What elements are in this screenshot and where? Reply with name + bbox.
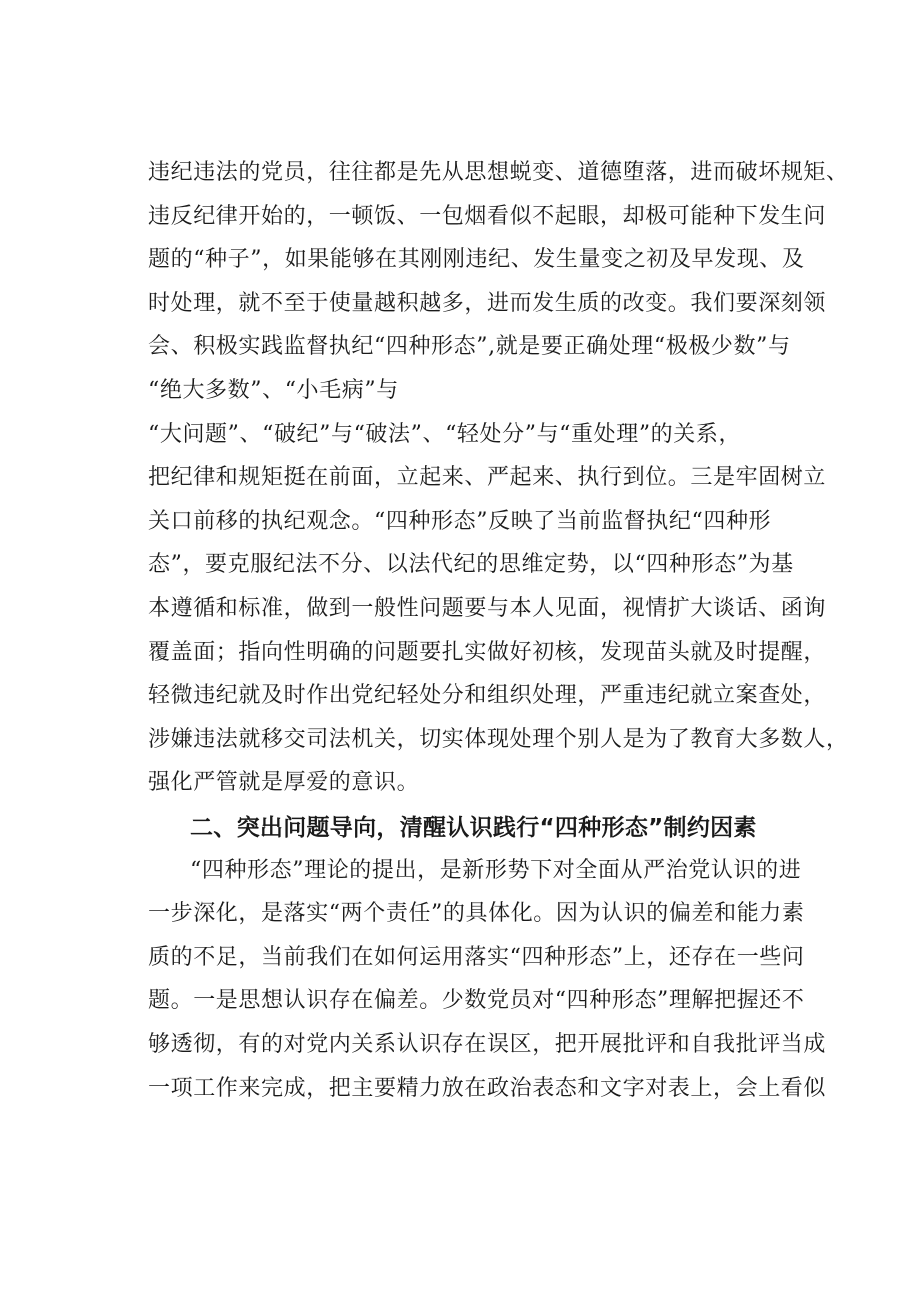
body-text-line: 题。一是思想认识存在偏差。少数党员对“四种形态”理解把握还不 (148, 988, 805, 1013)
body-text-line: “大问题”、“破纪”与“破法”、“轻处分”与“重处理”的关系， (148, 422, 742, 447)
body-text-line: 会、积极实践监督执纪“四种形态”,就是要正确处理“极极少数”与 (148, 334, 791, 359)
body-text-line: 涉嫌违法就移交司法机关，切实体现处理个别人是为了教育大多数人， (148, 727, 849, 752)
body-text-line: 把纪律和规矩挺在前面，立起来、严起来、执行到位。三是牢固树立 (148, 465, 827, 490)
body-text-line: 违反纪律开始的，一顿饭、一包烟看似不起眼，却极可能种下发生问 (148, 204, 827, 229)
body-text-line: 一步深化，是落实“两个责任”的具体化。因为认识的偏差和能力素 (148, 901, 805, 926)
body-text-line: 覆盖面；指向性明确的问题要扎实做好初核，发现苗头就及时提醒， (148, 640, 827, 665)
body-text-line: 强化严管就是厚爱的意识。 (148, 770, 420, 795)
body-text-line: 题的“种子”，如果能够在其刚刚违纪、发生量变之初及早发现、及 (148, 247, 805, 272)
body-text-line: 时处理，就不至于使量越积越多，进而发生质的改变。我们要深刻领 (148, 291, 827, 316)
body-text-line: 够透彻，有的对党内关系认识存在误区，把开展批评和自我批评当成 (148, 1032, 827, 1057)
section-heading: 二、突出问题导向，清醒认识践行“四种形态”制约因素 (190, 815, 757, 841)
body-text-line: 质的不足，当前我们在如何运用落实“四种形态”上，还存在一些问 (148, 945, 805, 970)
body-text-line: 违纪违法的党员，往往都是先从思想蜕变、道德堕落，进而破坏规矩、 (148, 160, 849, 185)
body-text-line: 关口前移的执纪观念。“四种形态”反映了当前监督执纪“四种形 (148, 509, 772, 534)
body-text-line: 轻微违纪就及时作出党纪轻处分和组织处理，严重违纪就立案查处， (148, 683, 827, 708)
body-text-line: “四种形态”理论的提出，是新形势下对全面从严治党认识的进 (190, 858, 802, 883)
body-text-line: 一项工作来完成，把主要精力放在政治表态和文字对表上，会上看似 (148, 1076, 827, 1101)
body-text-line: “绝大多数”、“小毛病”与 (148, 378, 399, 403)
body-text-line: 本遵循和标准，做到一般性问题要与本人见面，视情扩大谈话、函询 (148, 596, 827, 621)
body-text-line: 态”，要克服纪法不分、以法代纪的思维定势，以“四种形态”为基 (148, 552, 794, 577)
